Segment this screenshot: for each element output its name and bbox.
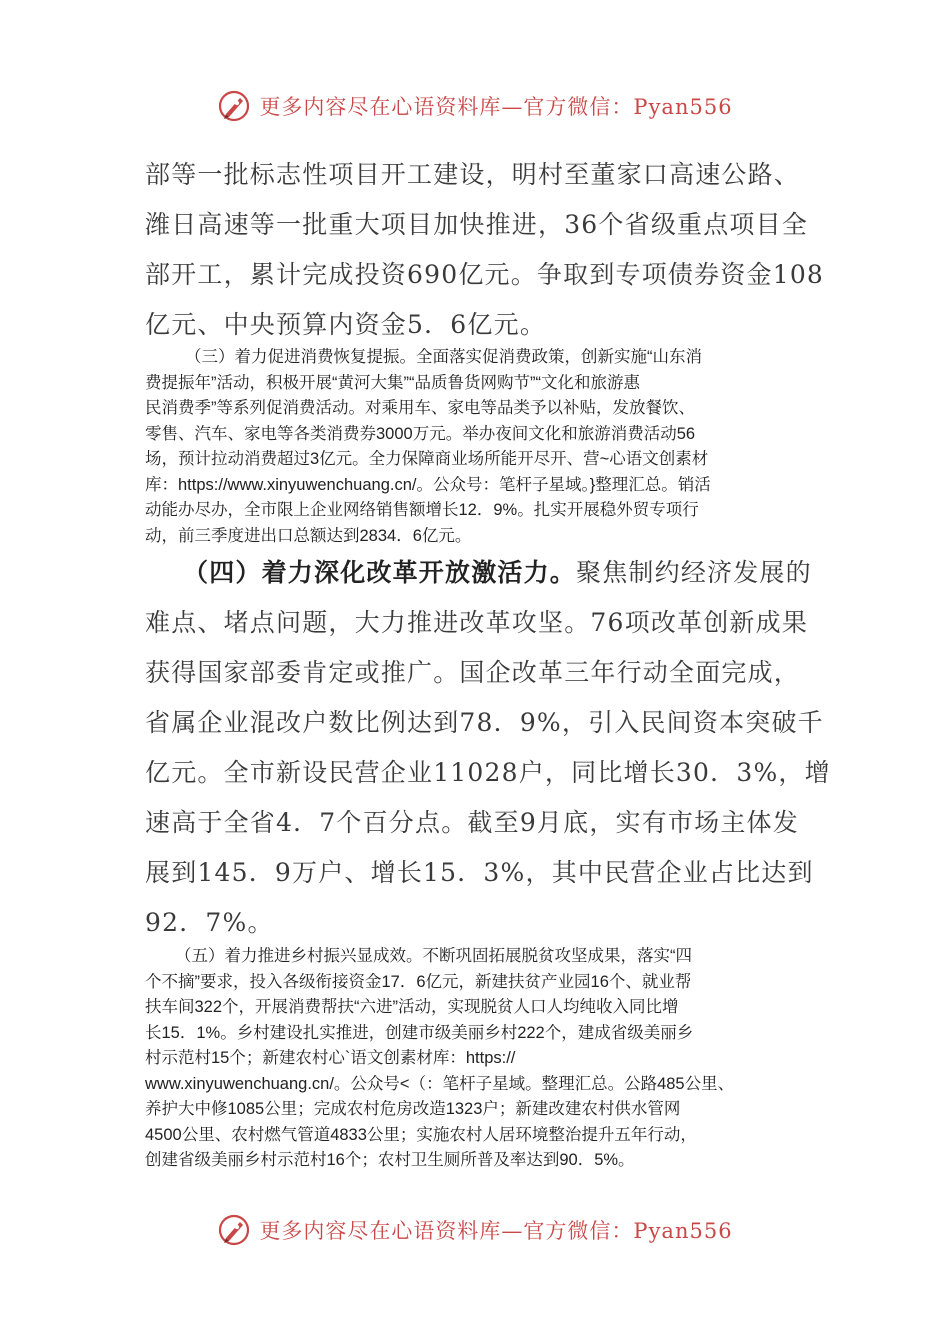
- text-line: 亿元。全市新设民营企业11028户，同比增长30．3%，增: [145, 758, 831, 787]
- text-line: 难点、堵点问题，大力推进改革攻坚。76项改革创新成果: [145, 608, 809, 637]
- header-banner: [0, 86, 950, 126]
- paragraph-rural: [145, 944, 810, 1174]
- text-line: （五）着力推进乡村振兴显成效。不断巩固拓展脱贫攻坚成果，落实“四: [175, 947, 692, 965]
- text-line: 动，前三季度进出口总额达到2834．6亿元。: [145, 526, 472, 545]
- text-fragment: 聚焦制约经济发展的: [576, 558, 812, 587]
- paragraph-consumption: [145, 345, 805, 549]
- text-line: 村示范村15个；新建农村心`语文创素材库：https://: [145, 1049, 516, 1067]
- text-line: 获得国家部委肯定或推广。国企改革三年行动全面完成，: [145, 658, 801, 687]
- text-line: 省属企业混改户数比例达到78．9%，引入民间资本突破千: [145, 708, 824, 737]
- footer-banner: [0, 1210, 950, 1250]
- text-line: 个不摘”要求，投入各级衔接资金17．6亿元，新建扶贫产业园16个、就业帮: [145, 972, 692, 991]
- text-line: 扶车间322个，开展消费帮扶“六进”活动，实现脱贫人口人均纯收入同比增: [145, 998, 679, 1016]
- text-line: 部开工，累计完成投资690亿元。争取到专项债券资金108: [145, 260, 825, 289]
- text-line: 潍日高速等一批重大项目加快推进，36个省级重点项目全: [145, 210, 809, 239]
- text-line: 部等一批标志性项目开工建设，明村至董家口高速公路、: [145, 160, 801, 189]
- text-line: [145, 548, 812, 598]
- text-line: （三）着力促进消费恢复提振。全面落实促消费政策，创新实施“山东消: [185, 348, 702, 366]
- footer-banner-text: 更多内容尽在心语资料库—官方微信：Pyan556: [259, 1219, 733, 1243]
- paragraph-projects: [145, 150, 825, 350]
- text-line: 库：https://www.xinyuwenchuang.cn/。公众号：笔杆子星域。}整理汇总。销活: [145, 475, 711, 494]
- text-line: 长15．1%。乡村建设扎实推进，创建市级美丽乡村222个，建成省级美丽乡: [145, 1023, 694, 1042]
- text-line: 速高于全省4．7个百分点。截至9月底，实有市场主体发: [145, 808, 799, 837]
- text-line: 4500公里、农村燃气管道4833公里；实施农村人居环境整治提升五年行动，: [145, 1125, 697, 1144]
- text-line: 动能办尽办，全市限上企业网络销售额增长12．9%。扎实开展稳外贸专项行: [145, 501, 699, 519]
- text-line: 92．7%。: [145, 908, 274, 937]
- paragraph-reform: [145, 548, 831, 948]
- text-line: 费提振年”活动，积极开展“黄河大集”“品质鲁货网购节”“文化和旅游惠: [145, 373, 640, 392]
- pen-circle-logo-icon: [217, 1213, 251, 1247]
- text-line: 创建省级美丽乡村示范村16个；农村卫生厕所普及率达到90．5%。: [145, 1151, 635, 1169]
- text-line: www.xinyuwenchuang.cn/。公众号<（：笔杆子星域。整理汇总。公路485公里、: [145, 1074, 735, 1093]
- header-banner-text: 更多内容尽在心语资料库—官方微信：Pyan556: [259, 95, 733, 119]
- text-line: 民消费季”等系列促消费活动。对乘用车、家电等品类予以补贴，发放餐饮、: [145, 399, 695, 417]
- text-line: 场，预计拉动消费超过3亿元。全力保障商业场所能开尽开、营~心语文创素材: [145, 450, 709, 468]
- text-line: 展到145．9万户、增长15．3%，其中民营企业占比达到: [145, 858, 814, 887]
- section-heading: （四）着力深化改革开放激活力。: [183, 558, 577, 587]
- text-line: 养护大中修1085公里；完成农村危房改造1323户；新建改建农村供水管网: [145, 1100, 681, 1118]
- text-line: 零售、汽车、家电等各类消费券3000万元。举办夜间文化和旅游消费活动56: [145, 424, 696, 443]
- pen-circle-logo-icon: [217, 89, 251, 123]
- text-line: 亿元、中央预算内资金5．6亿元。: [145, 310, 547, 339]
